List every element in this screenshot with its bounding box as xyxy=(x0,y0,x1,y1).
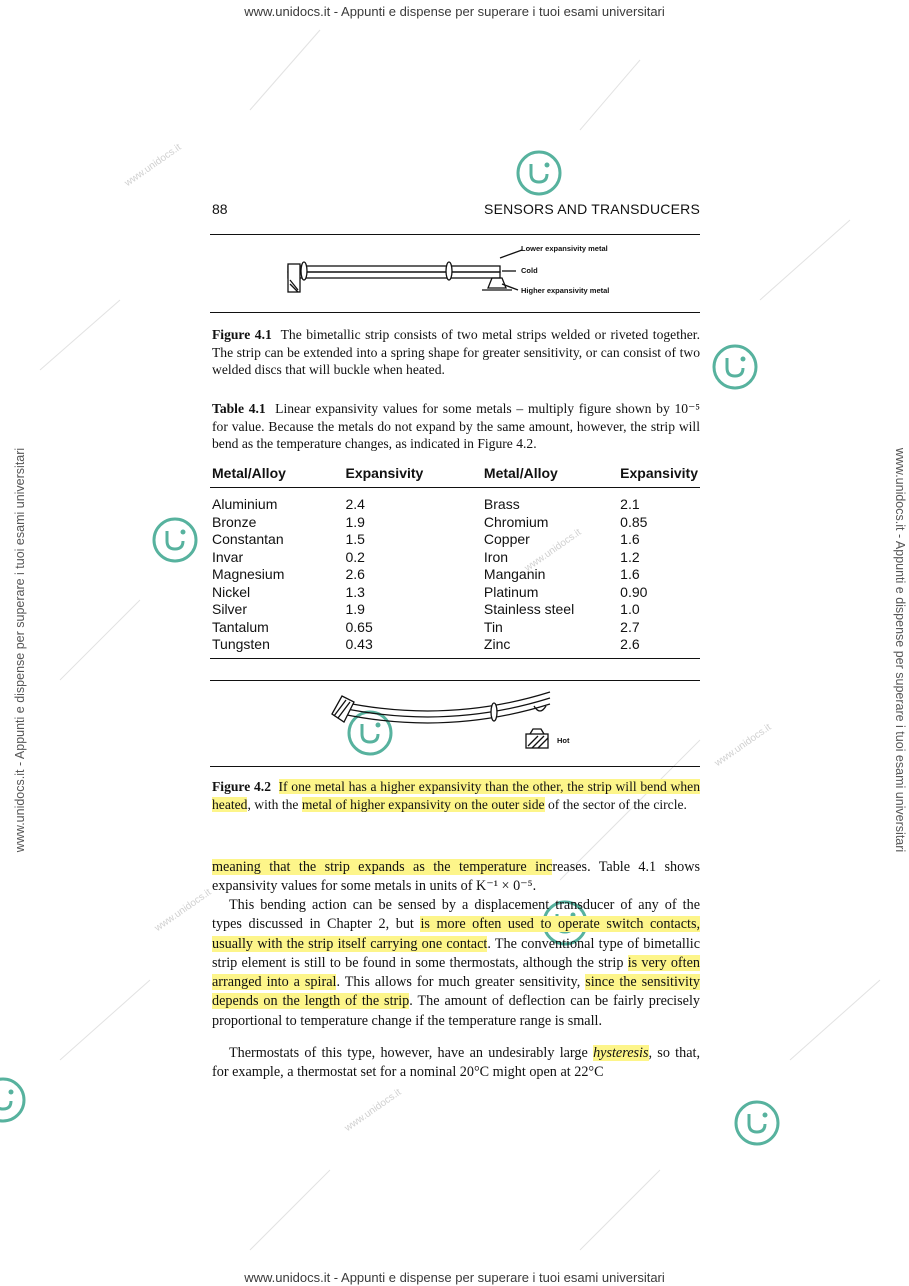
table-cell: Aluminium xyxy=(212,496,278,512)
figure-4-2-caption xyxy=(212,778,700,813)
highlighted-text: meaning that the strip expands as the temperature inc xyxy=(212,859,553,875)
table-row xyxy=(210,566,700,584)
watermark-bottom: www.unidocs.it - Appunti e dispense per superare i tuoi esami universitari xyxy=(244,1270,665,1285)
label-hot: Hot xyxy=(557,736,570,745)
table-cell: Platinum xyxy=(483,583,539,600)
paragraph-text: . This allows for much greater sensitivity, xyxy=(336,974,586,991)
table-row xyxy=(210,601,700,619)
table-cell: 1.6 xyxy=(620,531,640,547)
table-cell: 2.6 xyxy=(345,566,365,582)
table-cell: Constantan xyxy=(212,531,284,547)
table-row xyxy=(210,584,700,602)
table-label: Table 4.1 xyxy=(212,401,266,416)
label-higher-expansivity: Higher expansivity metal xyxy=(521,286,610,295)
table-row xyxy=(210,488,700,514)
paragraph-text: . The conventional type of bimetallic strip element is still to be found in some thermostats, although the strip xyxy=(212,935,701,971)
expansivity-table xyxy=(210,460,700,654)
table-cell: 1.2 xyxy=(620,548,640,565)
highlighted-text: metal of higher expansivity on the outer side xyxy=(301,796,545,812)
table-cell: 2.4 xyxy=(345,496,365,512)
table-row xyxy=(210,619,700,637)
watermark-diagonal: www.unidocs.it xyxy=(342,1087,404,1134)
paragraph-text: Thermostats of this type, however, have an undesirably large xyxy=(229,1045,594,1061)
paragraph-text: . The amount of deflection can be fairly precisely proportional to temperature change if the temperature range is small. xyxy=(212,993,700,1029)
body-paragraph-1 xyxy=(212,858,700,897)
body-paragraph-3 xyxy=(212,1044,700,1083)
table-cell: Silver xyxy=(212,601,248,617)
highlighted-text: hysteresis xyxy=(593,1045,649,1061)
unidocs-logo-icon xyxy=(732,1098,782,1148)
label-lower-expansivity: Lower expansivity metal xyxy=(521,244,608,253)
table-cell: 0.85 xyxy=(620,513,648,530)
table-cell: 0.65 xyxy=(345,618,373,635)
body-paragraph-2 xyxy=(212,896,700,1031)
watermark-left: www.unidocs.it - Appunti e dispense per superare i tuoi esami universitari xyxy=(13,447,27,853)
highlighted-text: is more often used to operate switch contacts, usually with the strip itself carrying one contact xyxy=(212,916,701,952)
column-header: Metal/Alloy xyxy=(210,460,344,488)
highlighted-text: since the sensitivity depends on the length of the strip xyxy=(212,974,700,1010)
figure-4-1-caption xyxy=(212,326,700,379)
unidocs-logo-icon xyxy=(710,342,760,392)
watermark-diagonal: www.unidocs.it xyxy=(712,722,774,769)
caption-text: of the sector of the circle. xyxy=(544,796,687,812)
table-cell: 0.2 xyxy=(345,548,365,565)
unidocs-logo-icon xyxy=(0,1075,28,1125)
table-cell: Copper xyxy=(483,531,530,547)
table-cell: Iron xyxy=(483,548,509,565)
table-4-1-caption xyxy=(212,400,700,453)
table-cell: Magnesium xyxy=(212,566,285,582)
page-number: 88 xyxy=(212,201,228,217)
table-cell: Chromium xyxy=(483,513,549,530)
column-header: Expansivity xyxy=(344,460,482,488)
watermark-top: www.unidocs.it - Appunti e dispense per superare i tuoi esami universitari xyxy=(244,4,665,19)
figure-rule-bottom xyxy=(210,312,700,313)
highlighted-text: If one metal has a higher expansivity than the other, the strip will bend when heated xyxy=(212,779,700,812)
paragraph-text: This bending action can be sensed by a displacement transducer of any of the types discussed in Chapter 2, but xyxy=(212,897,700,933)
table-header-row xyxy=(210,460,700,488)
table-cell: Brass xyxy=(483,496,520,512)
table-cell: Tin xyxy=(483,618,503,635)
table-cell: 2.6 xyxy=(620,636,640,652)
table-cell: 1.5 xyxy=(345,531,365,547)
table-cell: 1.9 xyxy=(345,513,365,530)
table-row xyxy=(210,636,700,654)
table-cell: 0.90 xyxy=(620,583,648,600)
paragraph-text: reases. Table 4.1 shows expansivity values for some metals in units of K⁻¹ × 0⁻⁵. xyxy=(212,859,700,895)
bimetallic-strip-hot-diagram xyxy=(210,684,700,764)
figure-rule-top xyxy=(210,680,700,681)
table-cell: Manganin xyxy=(483,566,546,582)
table-cell: Invar xyxy=(212,548,244,565)
caption-text: The bimetallic strip consists of two metal strips welded or riveted together. The strip can be extended into a spring shape for greater sensitivity, or can consist of two welded discs that will buckle when heated. xyxy=(212,327,700,377)
running-header: SENSORS AND TRANSDUCERS xyxy=(484,201,700,217)
table-cell: 1.3 xyxy=(345,583,365,600)
watermark-diagonal: www.unidocs.it xyxy=(152,887,214,934)
unidocs-logo-icon xyxy=(514,148,564,198)
watermark-diagonal: www.unidocs.it xyxy=(522,527,584,574)
table-cell: Stainless steel xyxy=(483,601,575,617)
paragraph-text: , so that, for example, a thermostat set for a nominal 20°C might open at 22°C xyxy=(212,1045,701,1081)
figure-label: Figure 4.1 xyxy=(212,327,272,342)
figure-label: Figure 4.2 xyxy=(212,779,271,794)
unidocs-logo-icon xyxy=(150,515,200,565)
table-cell: 0.43 xyxy=(345,636,373,652)
table-cell: Tungsten xyxy=(212,636,270,652)
table-cell: 2.1 xyxy=(620,496,640,512)
column-header: Metal/Alloy xyxy=(482,460,618,488)
bimetallic-strip-cold-diagram xyxy=(210,238,700,310)
watermark-diagonal: www.unidocs.it xyxy=(122,142,184,189)
column-header: Expansivity xyxy=(618,460,700,488)
caption-text: , with the xyxy=(247,796,302,812)
table-cell: Bronze xyxy=(212,513,257,530)
table-cell: Tantalum xyxy=(212,618,269,635)
figure-rule-top xyxy=(210,234,700,235)
table-cell: Nickel xyxy=(212,583,251,600)
table-body xyxy=(210,488,700,654)
table-row xyxy=(210,549,700,567)
figure-rule-bottom xyxy=(210,766,700,767)
label-cold: Cold xyxy=(521,266,538,275)
table-cell: 2.7 xyxy=(620,618,640,635)
caption-text: Linear expansivity values for some metals – multiply figure shown by 10⁻⁵ for value. Because the metals do not expand by the same amount, however, the strip will bend as the temperature changes, as indicated in Figure 4.2. xyxy=(212,401,700,451)
table-cell: 1.6 xyxy=(620,566,640,582)
table-row xyxy=(210,531,700,549)
table-cell: 1.0 xyxy=(620,601,640,617)
highlighted-text: is very often arranged into a spiral xyxy=(212,954,700,991)
watermark-right: www.unidocs.it - Appunti e dispense per superare i tuoi esami universitari xyxy=(893,447,907,853)
table-cell: Zinc xyxy=(483,636,511,652)
table-rule-bottom xyxy=(210,658,700,659)
table-row xyxy=(210,514,700,532)
table-cell: 1.9 xyxy=(345,601,365,617)
